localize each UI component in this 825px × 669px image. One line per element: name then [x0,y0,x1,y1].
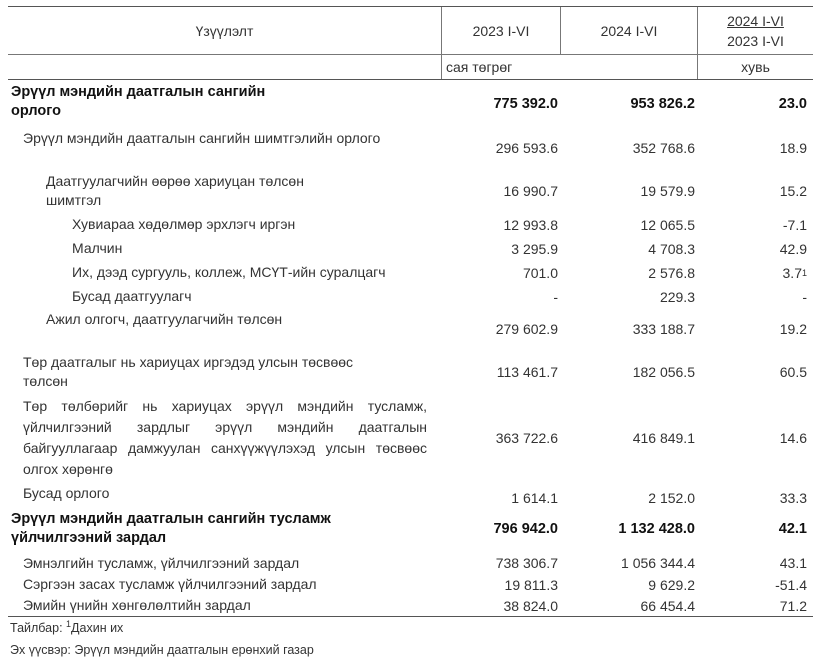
table-row [8,261,813,285]
row-ratio: 23.0 [778,96,807,112]
row-ratio: 43.1 [779,555,807,571]
table-row [8,169,813,213]
table-row [8,213,813,237]
table-row [8,574,813,595]
table-row [8,350,813,394]
row-value-2023: 363 722.6 [495,430,558,446]
table-row [8,482,813,506]
table-row [8,506,813,552]
row-ratio: 33.3 [779,490,807,506]
row-value-2024: 953 826.2 [630,96,695,112]
unit-ratio: хувь [697,55,813,79]
row-value-2024: 1 056 344.4 [621,555,695,571]
row-label: Их, дээд сургууль, коллеж, МСҮТ-ийн суралцагч [72,264,386,280]
row-ratio: 3.7 1 [782,265,807,281]
row-value-2024: 182 056.5 [632,364,695,380]
row-value-2024: 1 132 428.0 [618,521,695,537]
table-row [8,394,813,482]
row-value-2024: 2 576.8 [648,265,695,281]
row-label: Эмийн үнийн хөнгөлөлтийн зардал [23,597,251,613]
row-value-2023: 19 811.3 [504,576,558,593]
row-value-2024: 352 768.6 [632,139,695,156]
table-row [8,595,813,617]
row-value-2023: 279 602.9 [495,321,558,337]
row-value-2023: 12 993.8 [503,217,558,233]
row-ratio: 14.6 [779,430,807,446]
row-value-2024: 333 188.7 [632,321,695,337]
row-ratio: -7.1 [782,217,807,233]
row-label: Эмнэлгийн тусламж, үйлчилгээний зардал [23,555,300,571]
row-label: Төр даатгалыг нь хариуцах иргэдэд улсын төсвөөс төлсөн [23,354,354,389]
row-value-2023: 113 461.7 [496,364,558,380]
row-label: Малчин [72,240,123,256]
row-value-2024: 66 454.4 [640,597,695,614]
row-ratio: 15.2 [779,183,807,199]
footnote: Тайлбар: $^1$Дахин их [10,619,124,635]
table-units-row [8,55,813,80]
row-value-2024: 416 849.1 [632,430,695,446]
header-ratio [697,7,813,54]
health-insurance-fund-table [8,6,813,659]
row-ratio: -51.4 [775,576,807,593]
row-label: Сэргээн засах тусламж үйлчилгээний зардал [23,576,317,592]
row-label: Ажил олгогч, даатгуулагчийн төлсөн [46,311,283,327]
row-value-2024: 12 065.5 [640,217,695,233]
row-ratio: 71.2 [779,597,807,614]
footnote-marker: 1 [801,268,807,278]
header-ratio-denominator: 2023 I-VI [727,32,784,49]
row-value-2023: 16 990.7 [503,183,558,199]
row-value-2024: 19 579.9 [640,183,695,199]
table-row [8,552,813,574]
row-label: Даатгуулагчийн өөрөө хариуцан төлсөн шимтгэл [46,173,304,208]
row-label: Бусад орлого [23,485,110,501]
row-ratio: 18.9 [779,139,807,156]
row-value-2023: - [553,288,558,305]
header-indicator: Үзүүлэлт [195,22,254,39]
row-value-2024: 229.3 [659,288,695,305]
unit-value: сая төгрөг [441,55,697,79]
row-label: Төр төлбөрийг нь хариуцах эрүүл мэндийн тусламж, үйлчилгээний зардлыг эрүүл мэндийн даатгалын байгууллагаар дамжуулан санхүүжүүлэхэд улсын төсвөөс олгох хөрөнгө [23,398,427,477]
table-row [8,82,813,126]
row-label: Хувиараа хөдөлмөр эрхлэгч иргэн [72,216,296,232]
row-value-2023: 738 306.7 [495,555,558,571]
table-row [8,308,813,350]
row-label: Эрүүл мэндийн даатгалын сангийн шимтгэлийн орлого [23,130,381,146]
source-note: Эх үүсвэр: Эрүүл мэндийн даатгалын ерөнхий газар [10,643,314,657]
row-value-2024: 2 152.0 [648,490,695,506]
row-label: Эрүүл мэндийн даатгалын сангийн тусламж үйлчилгээний зардал [11,511,331,546]
header-2024: 2024 I-VI [560,7,697,54]
row-value-2023: 1 614.1 [511,490,558,506]
header-2023: 2023 I-VI [441,7,560,54]
row-value-2023: 296 593.6 [495,139,558,156]
row-value-2023: 3 295.9 [511,241,558,257]
table-row [8,237,813,261]
table-header [8,7,813,55]
row-ratio: - [802,288,807,305]
row-ratio: 60.5 [779,364,807,380]
row-value-2023: 796 942.0 [493,521,558,537]
header-ratio-numerator: 2024 I-VI [727,12,784,29]
row-value-2024: 4 708.3 [648,241,695,257]
row-ratio: 42.1 [778,521,807,537]
row-ratio: 42.9 [779,241,807,257]
row-value-2023: 38 824.0 [503,597,558,614]
row-value-2023: 701.0 [522,265,558,281]
row-label: Эрүүл мэндийн даатгалын сангийн орлого [11,84,266,119]
table-row [8,285,813,308]
row-ratio: 19.2 [779,321,807,337]
row-value-2023: 775 392.0 [493,96,558,112]
row-label: Бусад даатгуулагч [72,288,192,304]
table-body [8,82,813,617]
row-value-2024: 9 629.2 [648,576,695,593]
table-row [8,126,813,169]
